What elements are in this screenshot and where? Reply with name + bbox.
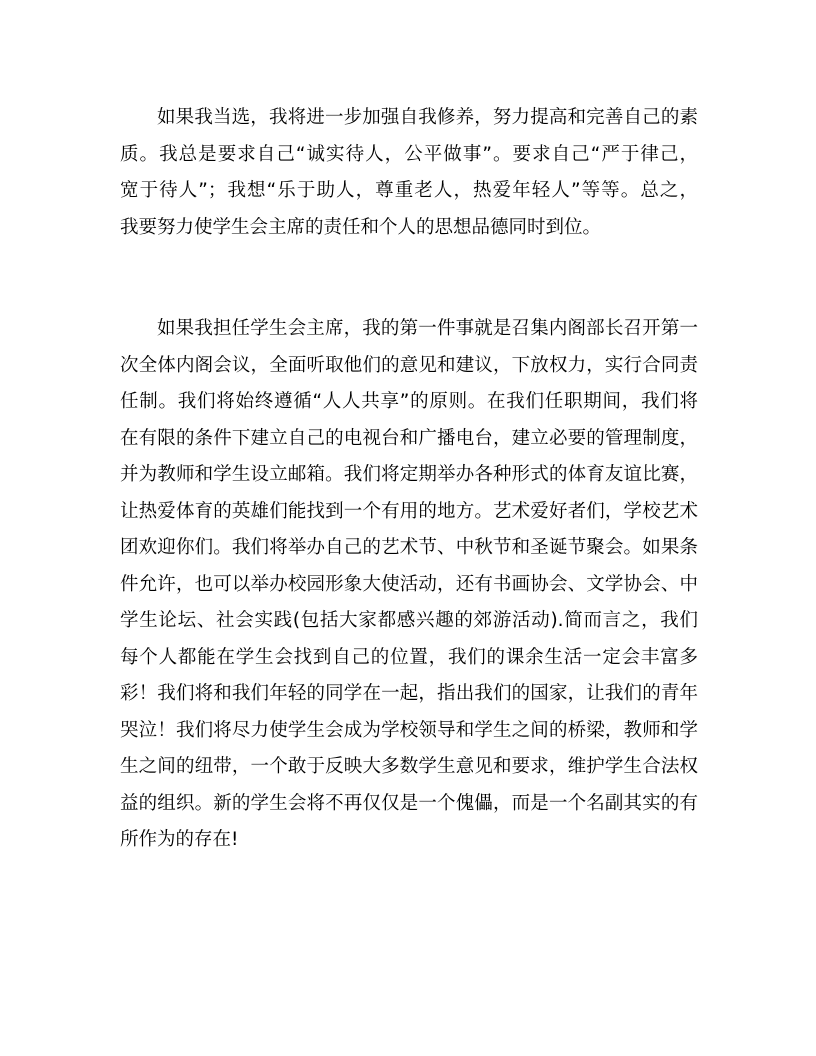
paragraph-line: 如果我当选，我将进一步加强自我修养，努力提高和完善自己的素 [157,107,698,128]
paragraph-line: 所作为的存在! [120,829,239,850]
paragraph-line: 质。我总是要求自己“诚实待人，公平做事”。要求自己“严于律己， [120,143,698,165]
paragraph-line: 彩！我们将和我们年轻的同学在一起，指出我们的国家，让我们的青年 [120,683,698,704]
paragraph-line: 生之间的纽带，一个敢于反映大多数学生意见和要求，维护学生合法权 [120,756,698,777]
paragraph-line: 我要努力使学生会主席的责任和个人的思想品德同时到位。 [120,216,602,238]
paragraph-line: 每个人都能在学生会找到自己的位置，我们的课余生活一定会丰富多 [120,646,698,668]
paragraph-line: 学生论坛、社会实践(包括大家都感兴趣的郊游活动).简而言之，我们 [120,610,698,631]
paragraph-line: 在有限的条件下建立自己的电视台和广播电台，建立必要的管理制度， [120,427,698,449]
paragraph-line: 哭泣！我们将尽力使学生会成为学校领导和学生之间的桥梁，教师和学 [120,719,698,741]
paragraph-line: 如果我担任学生会主席，我的第一件事就是召集内阁部长召开第一 [157,318,698,339]
paragraph-line: 件允许，也可以举办校园形象大使活动，还有书画协会、文学协会、中 [120,573,698,595]
paragraph-line: 宽于待人”；我想“乐于助人，尊重老人，热爱年轻人”等等。总之， [120,180,698,201]
paragraph-line: 并为教师和学生设立邮箱。我们将定期举办各种形式的体育友谊比赛， [120,464,698,485]
paragraph-line: 益的组织。新的学生会将不再仅仅是一个傀儡，而是一个名副其实的有 [120,792,698,814]
paragraph-line: 团欢迎你们。我们将举办自己的艺术节、中秋节和圣诞节聚会。如果条 [120,537,698,558]
paragraph-line: 让热爱体育的英雄们能找到一个有用的地方。艺术爱好者们，学校艺术 [120,500,698,522]
paragraph-1 [120,100,698,246]
paragraph-2 [120,311,698,859]
paragraph-line: 任制。我们将始终遵循“人人共享”的原则。在我们任职期间，我们将 [120,391,698,412]
paragraph-line: 次全体内阁会议，全面听取他们的意见和建议，下放权力，实行合同责 [120,354,698,376]
